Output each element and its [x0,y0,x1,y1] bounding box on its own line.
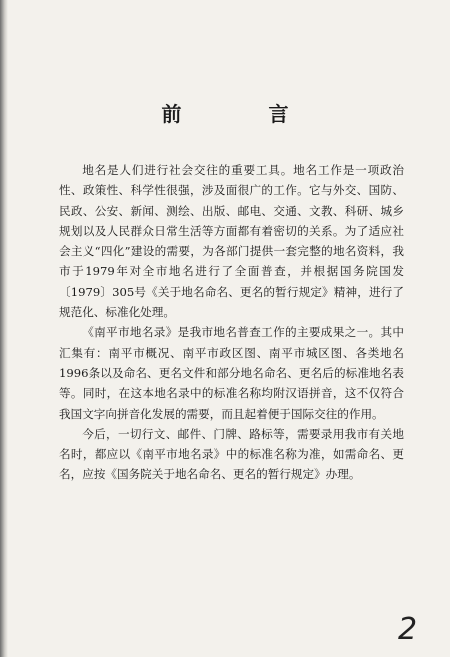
handwritten-page-number: 2 [398,612,418,647]
page-title: 前 言 [161,102,329,126]
preface-body [59,160,404,485]
paragraph: 《南平市地名录》是我市地名普查工作的主要成果之一。其中汇集有：南平市概况、南平市政区图、南平市城区图、各类地名1996条以及命名、更名文件和部分地名命名、更名后的标准地名表等。同时，在这本地名录中的标准名称均附汉语拼音，这不仅符合我国文字向拼音化发展的需要，而且起着便于国际交往的作用。 [59,325,404,421]
paragraph: 今后，一切行文、邮件、门牌、路标等，需要录用我市有关地名时，都应以《南平市地名录》中的标准名称为准，如需命名、更名，应按《国务院关于地名命名、更名的暂行规定》办理。 [59,426,404,482]
paragraph: 地名是人们进行社会交往的重要工具。地名工作是一项政治性、政策性、科学性很强，涉及面很广的工作。它与外交、国防、民政、公安、新闻、测绘、出版、邮电、交通、文教、科研、城乡规划以及人民群众日常生活等方面都有着密切的关系。为了适应社会主义“四化”建设的需要，为各部门提供一套完整的地名资料，我市于1979年对全市地名进行了全面普查，并根据国务院国发〔1979〕305号《关于地名命名、更名的暂行规定》精神，进行了规范化、标准化处理。 [59,163,404,320]
